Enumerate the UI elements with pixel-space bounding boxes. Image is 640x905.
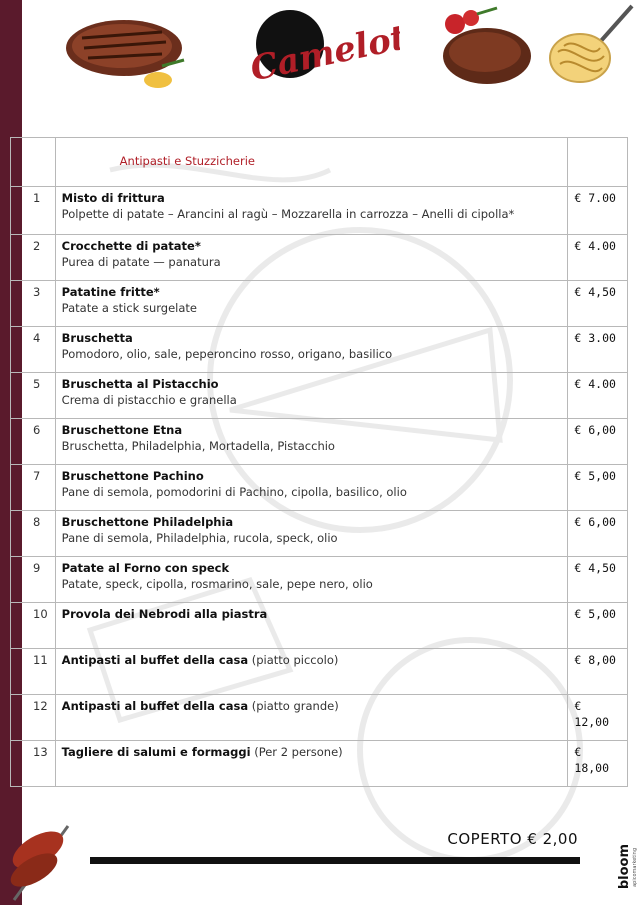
item-description: Pane di semola, pomodorini di Pachino, cipolla, basilico, olio [61, 485, 407, 499]
brand-subtitle: apicomarketing [632, 848, 638, 887]
item-details [55, 695, 568, 741]
item-description: Crema di pistacchio e granella [61, 393, 237, 407]
steak-tomato-illustration [437, 6, 535, 90]
item-description: Patate a stick surgelate [61, 301, 197, 315]
item-number: 11 [11, 649, 56, 695]
item-price: € 18,00 [568, 741, 628, 787]
item-name: Tagliere di salumi e formaggi [61, 745, 251, 759]
item-name: Bruschetta al Pistacchio [61, 377, 219, 391]
item-number: 12 [11, 695, 56, 741]
item-name: Antipasti al buffet della casa [61, 653, 249, 667]
skewer-illustration [4, 820, 74, 904]
item-title-line [62, 606, 562, 622]
item-price: € 6,00 [568, 511, 628, 557]
menu-row [11, 649, 628, 695]
item-price: € 5,00 [568, 603, 628, 649]
item-name: Antipasti al buffet della casa [61, 699, 249, 713]
menu-row [11, 187, 628, 235]
item-description: Purea di patate — panatura [61, 255, 221, 269]
item-details [55, 187, 568, 235]
item-number: 9 [11, 557, 56, 603]
item-portion: (piatto piccolo) [248, 653, 339, 667]
item-number: 4 [11, 327, 56, 373]
item-title-line [62, 468, 562, 484]
item-title-line [62, 744, 562, 760]
menu-row [11, 741, 628, 787]
item-title-line [62, 284, 562, 300]
item-details [55, 373, 568, 419]
item-price: € 5,00 [568, 465, 628, 511]
item-description: Patate, speck, cipolla, rosmarino, sale, pepe nero, olio [61, 577, 373, 591]
item-title-line [62, 560, 562, 576]
item-name: Bruschettone Philadelphia [61, 515, 234, 529]
item-description: Pane di semola, Philadelphia, rucola, speck, olio [61, 531, 338, 545]
item-name: Bruschetta [61, 331, 133, 345]
item-details [55, 741, 568, 787]
menu-row [11, 511, 628, 557]
item-details [55, 235, 568, 281]
item-name: Bruschettone Etna [61, 423, 183, 437]
item-title-line [62, 514, 562, 530]
item-price: € 7.00 [568, 187, 628, 235]
item-details [55, 327, 568, 373]
item-number: 5 [11, 373, 56, 419]
item-number: 1 [11, 187, 56, 235]
brand-name: bloom [617, 844, 632, 890]
menu-row [11, 465, 628, 511]
camelot-logo [240, 8, 400, 88]
menu-row [11, 419, 628, 465]
item-details [55, 281, 568, 327]
coperto-charge: COPERTO € 2,00 [447, 830, 578, 848]
item-price: € 4.00 [568, 373, 628, 419]
item-description: Pomodoro, olio, sale, peperoncino rosso, origano, basilico [61, 347, 393, 361]
item-name: Provola dei Nebrodi alla piastra [61, 607, 268, 621]
item-number: 2 [11, 235, 56, 281]
item-price: € 12,00 [568, 695, 628, 741]
menu-table [10, 137, 628, 787]
item-number: 10 [11, 603, 56, 649]
item-title-line [62, 190, 562, 206]
menu-row [11, 235, 628, 281]
item-title-line [62, 376, 562, 392]
item-description: Bruschetta, Philadelphia, Mortadella, Pistacchio [61, 439, 335, 453]
menu-row [11, 557, 628, 603]
item-title-line [62, 330, 562, 346]
item-name: Patatine fritte* [61, 285, 160, 299]
item-title-line [62, 238, 562, 254]
item-details [55, 603, 568, 649]
item-name: Bruschettone Pachino [61, 469, 204, 483]
item-price: € 4,50 [568, 281, 628, 327]
item-title-line [62, 422, 562, 438]
steak-illustration [62, 8, 192, 94]
item-details [55, 649, 568, 695]
item-number: 6 [11, 419, 56, 465]
item-name: Patate al Forno con speck [61, 561, 230, 575]
item-number: 7 [11, 465, 56, 511]
item-name: Misto di frittura [61, 191, 165, 205]
menu-row [11, 281, 628, 327]
item-price: € 3.00 [568, 327, 628, 373]
item-price: € 8,00 [568, 649, 628, 695]
item-name: Crocchette di patate* [61, 239, 201, 253]
menu-row [11, 327, 628, 373]
menu-row [11, 695, 628, 741]
item-price: € 4,50 [568, 557, 628, 603]
item-title-line [62, 698, 562, 714]
item-number: 3 [11, 281, 56, 327]
item-portion: (Per 2 persone) [250, 745, 343, 759]
item-details [55, 557, 568, 603]
item-details [55, 465, 568, 511]
spaghetti-fork-illustration [540, 2, 636, 90]
item-details [55, 419, 568, 465]
item-details [55, 511, 568, 557]
item-portion: (piatto grande) [248, 699, 339, 713]
item-title-line [62, 652, 562, 668]
section-title: Antipasti e Stuzzicherie [55, 138, 568, 187]
menu-row [11, 603, 628, 649]
item-number: 8 [11, 511, 56, 557]
item-number: 13 [11, 741, 56, 787]
item-price: € 6,00 [568, 419, 628, 465]
item-price: € 4.00 [568, 235, 628, 281]
item-description: Polpette di patate – Arancini al ragù – Mozzarella in carrozza – Anelli di cipolla* [61, 207, 515, 221]
logo-text: Camelot [246, 17, 400, 88]
section-title-row [11, 138, 628, 187]
menu-row [11, 373, 628, 419]
footer-divider [90, 857, 580, 864]
